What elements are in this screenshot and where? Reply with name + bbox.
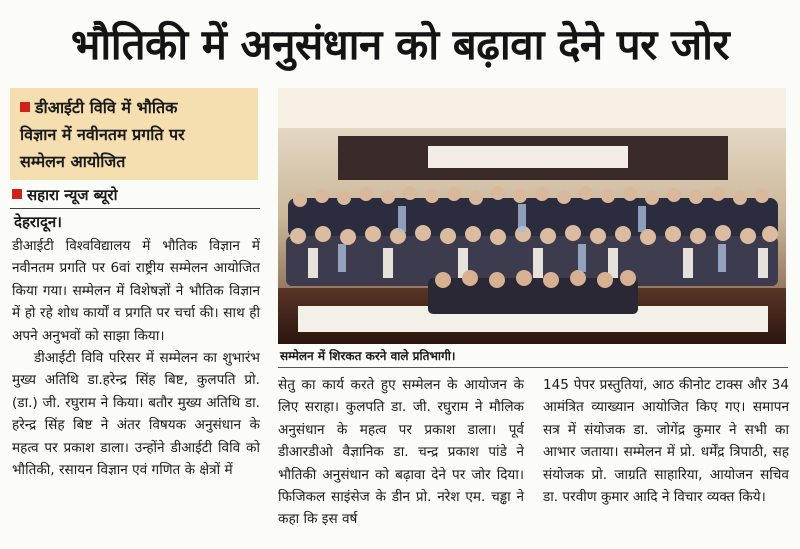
bullet-square-icon — [12, 189, 22, 199]
caption-divider — [278, 367, 788, 368]
subheadline-line: विज्ञान में नवीनतम प्रगति पर — [20, 125, 185, 144]
article-column-2 — [278, 374, 524, 531]
article-paragraph: सेतु का कार्य करते हुए सम्मेलन के आयोजन के लिए सराहा। कुलपति डा. जी. रघुराम ने मौलिक अनुसंधान के महत्व पर प्रकाश डाला। पूर्व डीआरडीओ वैज्ञानिक डा. चन्द्र प्रकाश पांडे ने भौतिकी अनुसंधान को बढ़ावा देने पर जोर दिया। फिजिकल साइंसेज के डीन प्रो. नरेश एम. चड्ढा ने कहा कि इस वर्ष — [278, 377, 524, 528]
photo-caption: सम्मेलन में शिरकत करने वाले प्रतिभागी। — [280, 349, 456, 363]
article-paragraph: डीआईटी विश्वविद्यालय में भौतिक विज्ञान में नवीनतम प्रगति पर 6वां राष्ट्रीय सम्मेलन आयोजित किया गया। सम्मेलन में विशेषज्ञों ने भौतिक विज्ञान में हो रहे शोध कार्यों व प्रगति पर चर्चा की। साथ ही अपने अनुभवों को साझा किया। — [12, 238, 260, 344]
bullet-square-icon — [20, 102, 30, 112]
byline: सहारा न्यूज ब्यूरो — [12, 183, 258, 207]
group-photo-illustration — [278, 88, 786, 344]
subheadline-box — [10, 88, 258, 180]
event-group-photo — [278, 88, 786, 344]
headline: भौतिकी में अनुसंधान को बढ़ावा देने पर जोर — [70, 20, 730, 69]
article-column-3 — [543, 374, 789, 508]
article-column-1 — [12, 235, 260, 481]
subheadline-line: डीआईटी विवि में भौतिक — [20, 94, 250, 121]
dateline: देहरादून। — [14, 213, 62, 231]
byline-divider — [10, 208, 260, 209]
article-paragraph: 145 पेपर प्रस्तुतियां, आठ कीनोट टाक्स और 34 आमंत्रित व्याख्यान आयोजित किए गए। समापन सत्र में संयोजक डा. जोगेंद्र कुमार ने सभी का आभार जताया। सम्मेलन में प्रो. धर्मेंद्र त्रिपाठी, सह संयोजक प्रो. जाग्रति साहारिया, आयोजन सचिव डा. परवीण कुमार आदि ने विचार व्यक्त किये। — [543, 377, 789, 506]
subheadline-line: सम्मेलन आयोजित — [20, 152, 126, 171]
article-paragraph: डीआईटी विवि परिसर में सम्मेलन का शुभारंभ मुख्य अतिथि डा.हरेन्द्र सिंह बिष्ट, कुलपति प्रो. (डा.) जी. रघुराम ने किया। बतौर मुख्य अतिथि डा. हरेन्द्र सिंह बिष्ट ने अंतर विषयक अनुसंधान के महत्व पर प्रकाश डाला। उन्होंने डीआईटी विवि को भौतिकी, रसायन विज्ञान एवं गणित के क्षेत्रों में — [12, 350, 260, 479]
